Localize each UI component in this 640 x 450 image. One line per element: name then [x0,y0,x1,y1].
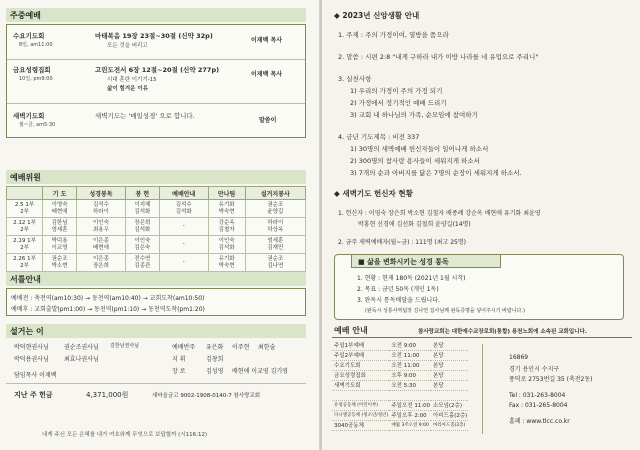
table-row [332,360,468,370]
info-heading: 예배 안내 [334,326,368,335]
servant-name: 권순조권사님 [64,344,99,351]
worship-time: 월~금, am5:30 [19,122,56,128]
cell: 김한님 엄세훈 [43,218,77,236]
cell: 본당 [431,380,468,390]
cell: 오전 11:00 [389,360,431,370]
heading-text: 삶을 변화시키는 성경 통독 [367,258,449,266]
worship-time: 8일, am11:00 [19,42,53,48]
table-row [7,236,306,254]
table-row [7,218,306,236]
cell: 이인숙 김석화 [208,236,245,254]
cell: 주일1부예배 [332,340,389,350]
right-page [322,0,640,450]
duty-col-header [7,187,43,200]
table-row [332,410,468,420]
cell: 김석수 김석화 [159,200,208,218]
service: 1부 2부 [20,219,36,233]
bible-line: 3. 완독시 통독배달을 드립니다. [357,297,440,304]
cell [332,390,389,400]
offering-account: 새마을금고 9002-1908-0140-7 참사랑교회 [152,393,261,399]
divider [7,59,305,60]
faith-item: 3) 교회 내 하나님의 가족, 순모임에 참여하기 [350,111,478,119]
fax: Fax : 031-265-8004 [509,402,568,409]
cell: 전수연 김종관 [125,254,159,272]
worship-row-dawn [7,111,305,137]
dawn-line: 박홍현 신경애 김선화 김철희 윤양길(14명) [358,221,471,228]
weekday-worship-header: 주중예배 [6,8,306,22]
cell: 본당 [431,350,468,360]
table-row [7,200,306,218]
heading-text: 2023년 신앙생활 안내 [342,11,420,20]
cell: 금요성령집회 [332,370,389,380]
worship-leader: 이재백 목사 [251,37,283,44]
cell: 3040공동체 [332,420,389,430]
servant-name: 최한술 [258,344,276,351]
cell: 매월 3주오전 9:00 [389,420,431,430]
bible-reading-heading: ■ 삶을 변화시키는 성경 통독 [351,254,501,268]
faith-item: 3. 실천사항 [338,75,372,83]
date: 2.26 [13,255,26,262]
duty-date [7,236,43,254]
pastor-name: 담임목사 이재백 [14,372,57,379]
bible-line: 1. 현황 : 현재 180독 (2021년 1월 시작) [357,275,466,282]
info-note: 참사랑교회는 대한예수교장로회(통합) 용천노회에 소속된 교회입니다. [418,329,587,335]
servant-role: 장 로 [172,368,186,375]
cell: 주일오후 2:00 [389,410,431,420]
faith-item: 2. 말씀 : 시편 2:8 "내게 구하라 내가 이방 나라를 네 유업으로 주리니" [338,53,539,61]
cell: 오전 5:30 [389,380,431,390]
dawn-line: 1. 헌신자 : 이영숙 장은희 박소현 김철자 배종례 강순옥 배현애 유기화 최윤영 [338,210,541,217]
faith-item: 1. 주제 : 주의 가정이여, 열방을 품으라 [338,31,449,39]
address-line: 경기 용인시 수지구 [509,366,560,373]
phone: Tel : 031-263-8004 [509,392,566,399]
table-row [332,350,468,360]
worship-name: 수요기도회 [13,32,45,40]
servant-name: 배현애 이교영 김기영 [232,368,288,375]
duty-table [6,186,306,272]
cell: 강순옥 김철자 [208,218,245,236]
table-row [332,420,468,430]
faith-item: 1) 30명의 새벽예배 헌신자들이 일어나게 하소서 [350,145,489,153]
faith-item: 2) 가정에서 정기적인 예배 드리기 [350,99,447,107]
servant-role: 지 휘 [172,356,186,363]
cell: 아비드홀(2층) [431,410,468,420]
cell: 박덕용 이교영 [43,236,77,254]
servant-name: 유은화 [206,344,224,351]
table-row [332,340,468,350]
table-row [332,380,468,390]
cell: 이은종 배현애 [77,236,126,254]
worship-row-friday [7,65,305,101]
cell: 본당 [431,370,468,380]
cell: - [159,254,208,272]
cell: 이지혜 김석화 [125,200,159,218]
cell: 엄세훈 김재민 [245,236,305,254]
cell: 주일오전 11:00 [389,400,431,410]
shuttle-line: 예배전 : 축전역(am10:30) → 동천역(am10:40) → 교회도착(am10:50) [11,295,205,302]
cell: 하라이 하상옥 [245,218,305,236]
cell: 권순조 박소현 [43,254,77,272]
service: 1부 2부 [20,255,36,269]
worship-name: 새벽기도회 [13,112,45,120]
shuttle-box [6,288,306,316]
faith-item: 3) 7개의 순과 아버지를 닮은 7명의 순장이 세워지게 하소서. [350,169,522,177]
duty-col-header: 만나팀 [208,187,245,200]
cell: 권순조 김나연 [245,254,305,272]
cell: 오전 9:00 [389,340,431,350]
date: 2.19 [13,237,26,244]
duty-header: 예배위원 [6,170,306,184]
cell: 새벽기도회 [332,380,389,390]
date: 2.5 [14,201,24,208]
worship-subtitle: 시대 혼란 이기기-15 [107,77,157,83]
church-contact [482,344,626,434]
cell: - [159,218,208,236]
servants-header: 설거는 이 [6,324,306,338]
website-link[interactable]: 홈페 : www.tlcc.co.kr [509,418,570,425]
divider [7,103,305,104]
servant-name: 박덕현권사님 [14,344,49,351]
duty-col-header: 예배안내 [159,187,208,200]
servant-role: 예배반주 [172,344,196,351]
bible-line: 2. 목표 : 금년 50독 (개인 1독) [357,286,439,293]
cell: 이인숙 최용우 [77,218,126,236]
cell [389,390,431,400]
cell: 본당 [431,360,468,370]
duty-header-row [7,187,306,200]
service: 1부 2부 [20,201,35,215]
servant-name: 김한님권사님 [110,343,139,349]
duty-col-header: 설거지봉사 [245,187,305,200]
cell: 이영숙 배현애 [43,200,77,218]
cell: 다니엘공동체 (청소년/청년) [332,410,389,420]
cell: 유기화 박숙현 [208,200,245,218]
duty-date [7,200,43,218]
worship-subtitle: 모든 것을 버리고 [107,43,148,49]
duty-col-header: 기 도 [43,187,77,200]
worship-text: 새벽기도는 '매일성경' 으로 합니다. [95,112,195,120]
bible-line: (완독시 성통사역팀장 김나연 집사님께 완독증명을 넣어주시기 바랍니다.) [365,308,525,314]
divider [6,383,306,384]
table-row [332,370,468,380]
table-row [332,400,468,410]
worship-name: 금요성령집회 [13,66,51,74]
cell: 유청공동체 (어린이부) [332,400,389,410]
info-table [332,340,468,431]
cell: 마리아드홀(2층) [431,420,468,430]
cell: - [159,236,208,254]
offering-amount: 4,371,000원 [86,391,129,399]
worship-leader: 말씀이 [259,117,277,124]
duty-date [7,254,43,272]
cell: 오후 9:00 [389,370,431,380]
worship-subtitle: 삶이 힘겨운 이유 [107,86,149,92]
duty-date [7,218,43,236]
worship-row-wednesday [7,31,305,61]
servant-name: 최효나권사님 [64,356,99,363]
cell: 오전 11:00 [389,350,431,360]
cell: 권순조 윤양길 [245,200,305,218]
servant-name: 김성영 [206,368,224,375]
table-row [7,254,306,272]
cell: 이은종 장은희 [77,254,126,272]
faith-item: 4. 금년 기도제목 : 비전 337 [338,133,420,141]
worship-leader: 이재백 목사 [251,71,283,78]
cell: 주일2부예배 [332,350,389,360]
shuttle-header: 서틀안내 [6,272,306,286]
cell: 유기화 박숙현 [208,254,245,272]
weekday-worship-box [6,24,306,138]
duty-col-header: 봉 헌 [125,187,159,200]
faith-item: 2) 300명의 참사랑 용사들이 세워지게 하소서 [350,157,480,165]
cell: 김석수 하라이 [77,200,126,218]
worship-text: 마태복음 19장 23절~30절 (신약 32p) [95,32,213,40]
heading-text: 새벽기도 헌신자 현황 [342,189,413,198]
cell: 본당 [431,340,468,350]
bible-reading-box [334,254,624,320]
divider [332,337,632,338]
servant-name: 박덕용권사님 [14,356,49,363]
cell [431,390,468,400]
table-row [332,390,468,400]
date: 2.12 [13,219,26,226]
faith-life-heading: ◆ 2023년 신앙생활 안내 [334,11,420,20]
duty-col-header: 성경봉독 [77,187,126,200]
offering-label: 지난 주 헌금 [14,391,53,399]
cell: 장은희 김석화 [125,218,159,236]
worship-text: 고린도전서 6장 12절~20절 (신약 277p) [95,66,220,74]
dawn-line: 2. 금주 새벽예배자(월~금) : 111명 (최고 25명) [338,239,467,246]
faith-item: 1) 우리의 가정이 주의 가정 되기 [350,87,443,95]
shuttle-line: 예배후 : 교회출발(pm1:00) → 동천역(pm1:10) → 동천역도착(pm1:20) [11,306,205,313]
address-line: 풍덕로 2753번길 35 (축전2동) [509,376,593,383]
address-line: 16869 [509,354,529,361]
worship-time: 10일, pm9:00 [19,76,53,82]
cell: 수요기도회 [332,360,389,370]
cell: 소모임(2층) [431,400,468,410]
dawn-prayer-heading: ◆ 새벽기도 헌신자 현황 [334,189,413,198]
cell: 이인숙 김은숙 [125,236,159,254]
footer-verse: 내게 주신 모든 은혜를 내가 여호와께 무엇으로 보답할까 (시116:12) [42,432,208,438]
servant-name: 이주현 [232,344,250,351]
servant-name: 김창희 [206,356,224,363]
service: 1부 2부 [20,237,36,251]
